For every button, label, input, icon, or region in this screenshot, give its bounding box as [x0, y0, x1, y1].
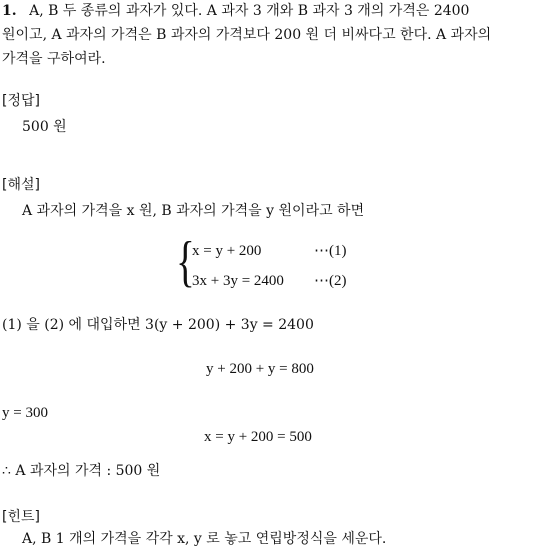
system-eq-1: x = y + 200: [192, 243, 262, 259]
system-tag-1: ⋯(1): [314, 243, 347, 259]
system-eq-2: 3x + 3y = 2400: [192, 273, 284, 289]
substitution-line: (1) 을 (2) 에 대입하면 3(y + 200) + 3y = 2400: [2, 317, 314, 333]
solution-intro: A 과자의 가격을 x 원, B 과자의 가격을 y 원이라고 하면: [22, 203, 365, 219]
left-brace: {: [176, 231, 195, 293]
x-result: x = y + 200 = 500: [204, 429, 312, 445]
problem-line-2: 원이고, A 과자의 가격은 B 과자의 가격보다 200 원 더 비싸다고 한다. A 과자의: [2, 27, 492, 43]
equation-system: [176, 231, 376, 296]
y-result: y = 300: [2, 405, 48, 421]
problem-line-1: [2, 4, 469, 18]
problem-number: 1.: [2, 3, 17, 19]
system-tag-2: ⋯(2): [314, 273, 347, 289]
hint-text: A, B 1 개의 가격을 각각 x, y 로 놓고 연립방정식을 세운다.: [22, 531, 387, 547]
conclusion: ∴ A 과자의 가격 : 500 원: [2, 463, 161, 479]
simplified-equation: y + 200 + y = 800: [206, 361, 314, 377]
answer-value: 500 원: [22, 119, 67, 135]
solution-label: [해설]: [2, 177, 40, 193]
answer-label: [정답]: [2, 93, 40, 109]
problem-line-3: 가격을 구하여라.: [2, 51, 106, 67]
problem-text-1: A, B 두 종류의 과자가 있다. A 과자 3 개와 B 과자 3 개의 가격은 2400: [29, 3, 470, 19]
hint-label: [힌트]: [2, 509, 40, 525]
